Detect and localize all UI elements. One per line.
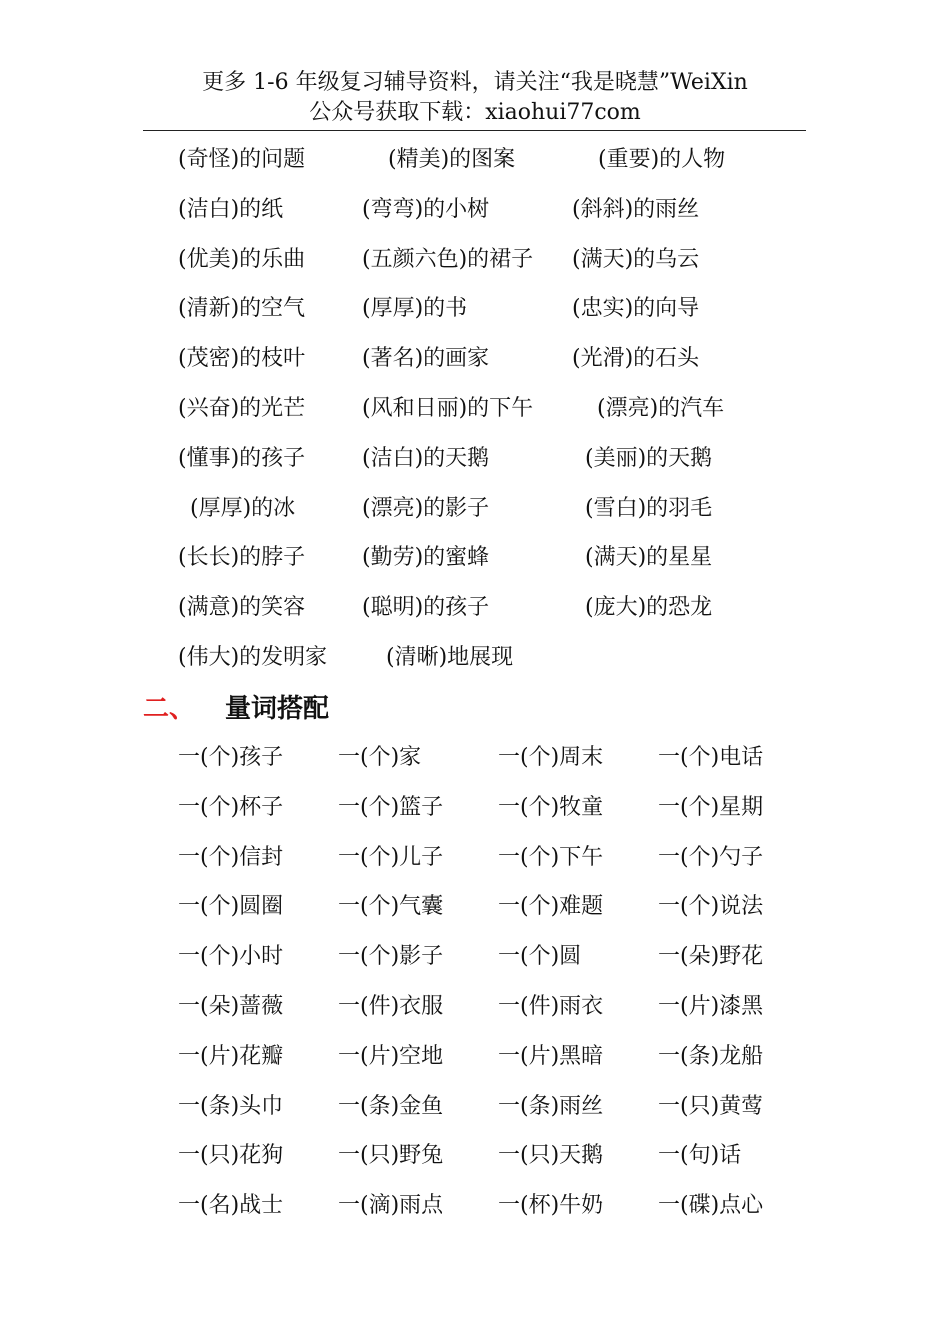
measure-word-phrase: 一(件)雨衣 xyxy=(498,994,604,1019)
adjective-phrase: (雪白)的羽毛 xyxy=(585,495,713,521)
adjective-phrase: (长长)的脖子 xyxy=(178,545,306,571)
adjective-phrase: (忠实)的向导 xyxy=(572,296,700,322)
adjective-phrase: (茂密)的枝叶 xyxy=(178,346,306,372)
measure-word-phrase: 一(个)儿子 xyxy=(338,844,444,870)
adjective-phrase: (风和日丽)的下午 xyxy=(362,396,534,421)
adjective-phrase: (兴奋)的光芒 xyxy=(178,396,306,421)
measure-word-phrase: 一(个)星期 xyxy=(658,794,764,820)
measure-word-phrase: 一(句)话 xyxy=(658,1143,742,1169)
measure-word-phrase: 一(片)空地 xyxy=(338,1043,444,1069)
measure-word-phrase: 一(滴)雨点 xyxy=(338,1193,444,1219)
adjective-phrase: (精美)的图案 xyxy=(388,147,516,172)
measure-word-phrase: 一(个)难题 xyxy=(498,894,604,920)
measure-word-row xyxy=(0,1191,950,1221)
measure-word-row xyxy=(0,992,950,1022)
measure-word-row xyxy=(0,942,950,972)
adjective-row xyxy=(0,195,950,225)
measure-word-phrase: 一(只)野兔 xyxy=(338,1143,444,1169)
adjective-phrase: (奇怪)的问题 xyxy=(178,147,306,172)
measure-word-row xyxy=(0,892,950,922)
measure-word-phrase: 一(个)信封 xyxy=(178,844,284,870)
measure-word-phrase: 一(朵)野花 xyxy=(658,944,764,970)
adjective-phrase: (弯弯)的小树 xyxy=(362,196,490,222)
adjective-phrase: (聪明)的孩子 xyxy=(362,595,490,621)
measure-word-phrase: 一(条)龙船 xyxy=(658,1043,764,1069)
measure-word-phrase: 一(片)黑暗 xyxy=(498,1043,604,1069)
measure-word-phrase: 一(个)气囊 xyxy=(338,894,444,920)
adjective-row xyxy=(0,294,950,324)
adjective-phrase: (著名)的画家 xyxy=(362,346,490,372)
measure-word-phrase: 一(个)电话 xyxy=(658,745,764,770)
adjective-row xyxy=(0,145,950,175)
measure-word-row xyxy=(0,1092,950,1122)
adjective-phrase: (重要)的人物 xyxy=(598,147,726,172)
measure-word-phrase: 一(条)雨丝 xyxy=(498,1093,604,1119)
measure-word-phrase: 一(名)战士 xyxy=(178,1193,284,1219)
adjective-phrase: (斜斜)的雨丝 xyxy=(572,196,700,222)
adjective-row xyxy=(0,245,950,275)
adjective-phrase: (优美)的乐曲 xyxy=(178,246,306,272)
section-title: 量词搭配 xyxy=(225,694,330,724)
section-number: 二、 xyxy=(143,694,196,724)
measure-word-phrase: 一(朵)蔷薇 xyxy=(178,994,284,1019)
adjective-phrase: (伟大)的发明家 xyxy=(178,645,328,670)
adjective-phrase: (厚厚)的书 xyxy=(362,296,468,322)
measure-word-row xyxy=(0,1141,950,1171)
measure-word-phrase: 一(件)衣服 xyxy=(338,994,444,1019)
measure-word-phrase: 一(个)小时 xyxy=(178,944,284,970)
adjective-row xyxy=(0,643,950,673)
adjective-phrase: (庞大)的恐龙 xyxy=(585,595,713,621)
measure-word-phrase: 一(个)杯子 xyxy=(178,794,284,820)
measure-word-phrase: 一(条)头巾 xyxy=(178,1093,284,1119)
adjective-phrase: (光滑)的石头 xyxy=(572,346,700,372)
measure-word-phrase: 一(片)漆黑 xyxy=(658,994,764,1019)
adjective-phrase: (清新)的空气 xyxy=(178,296,306,322)
measure-word-phrase: 一(杯)牛奶 xyxy=(498,1193,604,1219)
measure-word-phrase: 一(个)圆 xyxy=(498,944,582,970)
header-line-1: 更多 1-6 年级复习辅导资料，请关注“我是晓慧”WeiXin xyxy=(202,70,748,95)
adjective-phrase: (洁白)的天鹅 xyxy=(362,445,490,471)
adjective-phrase: (洁白)的纸 xyxy=(178,196,284,222)
adjective-row xyxy=(0,394,950,424)
header-divider xyxy=(143,130,806,131)
measure-word-row xyxy=(0,793,950,823)
adjective-phrase: (美丽)的天鹅 xyxy=(585,445,713,471)
measure-word-phrase: 一(碟)点心 xyxy=(658,1193,764,1219)
measure-word-phrase: 一(个)下午 xyxy=(498,844,604,870)
adjective-row xyxy=(0,344,950,374)
measure-word-phrase: 一(只)黄莺 xyxy=(658,1093,764,1119)
adjective-phrase: (满天)的乌云 xyxy=(572,246,700,272)
measure-word-row xyxy=(0,1042,950,1072)
measure-word-phrase: 一(个)说法 xyxy=(658,894,764,920)
adjective-row xyxy=(0,543,950,573)
measure-word-phrase: 一(片)花瓣 xyxy=(178,1043,284,1069)
adjective-phrase: (懂事)的孩子 xyxy=(178,445,306,471)
measure-word-row xyxy=(0,843,950,873)
adjective-phrase: (漂亮)的汽车 xyxy=(597,396,725,421)
measure-word-phrase: 一(个)孩子 xyxy=(178,745,284,770)
adjective-row xyxy=(0,444,950,474)
adjective-row xyxy=(0,494,950,524)
measure-word-phrase: 一(个)篮子 xyxy=(338,794,444,820)
measure-word-phrase: 一(个)勺子 xyxy=(658,844,764,870)
section-heading xyxy=(143,693,329,725)
adjective-phrase: (厚厚)的冰 xyxy=(190,495,296,521)
measure-word-phrase: 一(条)金鱼 xyxy=(338,1093,444,1119)
measure-word-phrase: 一(只)天鹅 xyxy=(498,1143,604,1169)
measure-word-phrase: 一(个)周末 xyxy=(498,745,604,770)
adjective-phrase: (清晰)地展现 xyxy=(386,645,514,670)
header-line-2: 公众号获取下载：xiaohui77com xyxy=(309,100,641,125)
adjective-row xyxy=(0,593,950,623)
measure-word-phrase: 一(个)影子 xyxy=(338,944,444,970)
adjective-phrase: (漂亮)的影子 xyxy=(362,495,490,521)
measure-word-phrase: 一(只)花狗 xyxy=(178,1143,284,1169)
adjective-phrase: (勤劳)的蜜蜂 xyxy=(362,545,490,571)
measure-word-phrase: 一(个)圆圈 xyxy=(178,894,284,920)
page-header xyxy=(0,68,950,128)
adjective-phrase: (五颜六色)的裙子 xyxy=(362,246,534,272)
adjective-phrase: (满意)的笑容 xyxy=(178,595,306,621)
measure-word-phrase: 一(个)家 xyxy=(338,745,422,770)
measure-word-phrase: 一(个)牧童 xyxy=(498,794,604,820)
adjective-phrase: (满天)的星星 xyxy=(585,545,713,571)
measure-word-row xyxy=(0,743,950,773)
